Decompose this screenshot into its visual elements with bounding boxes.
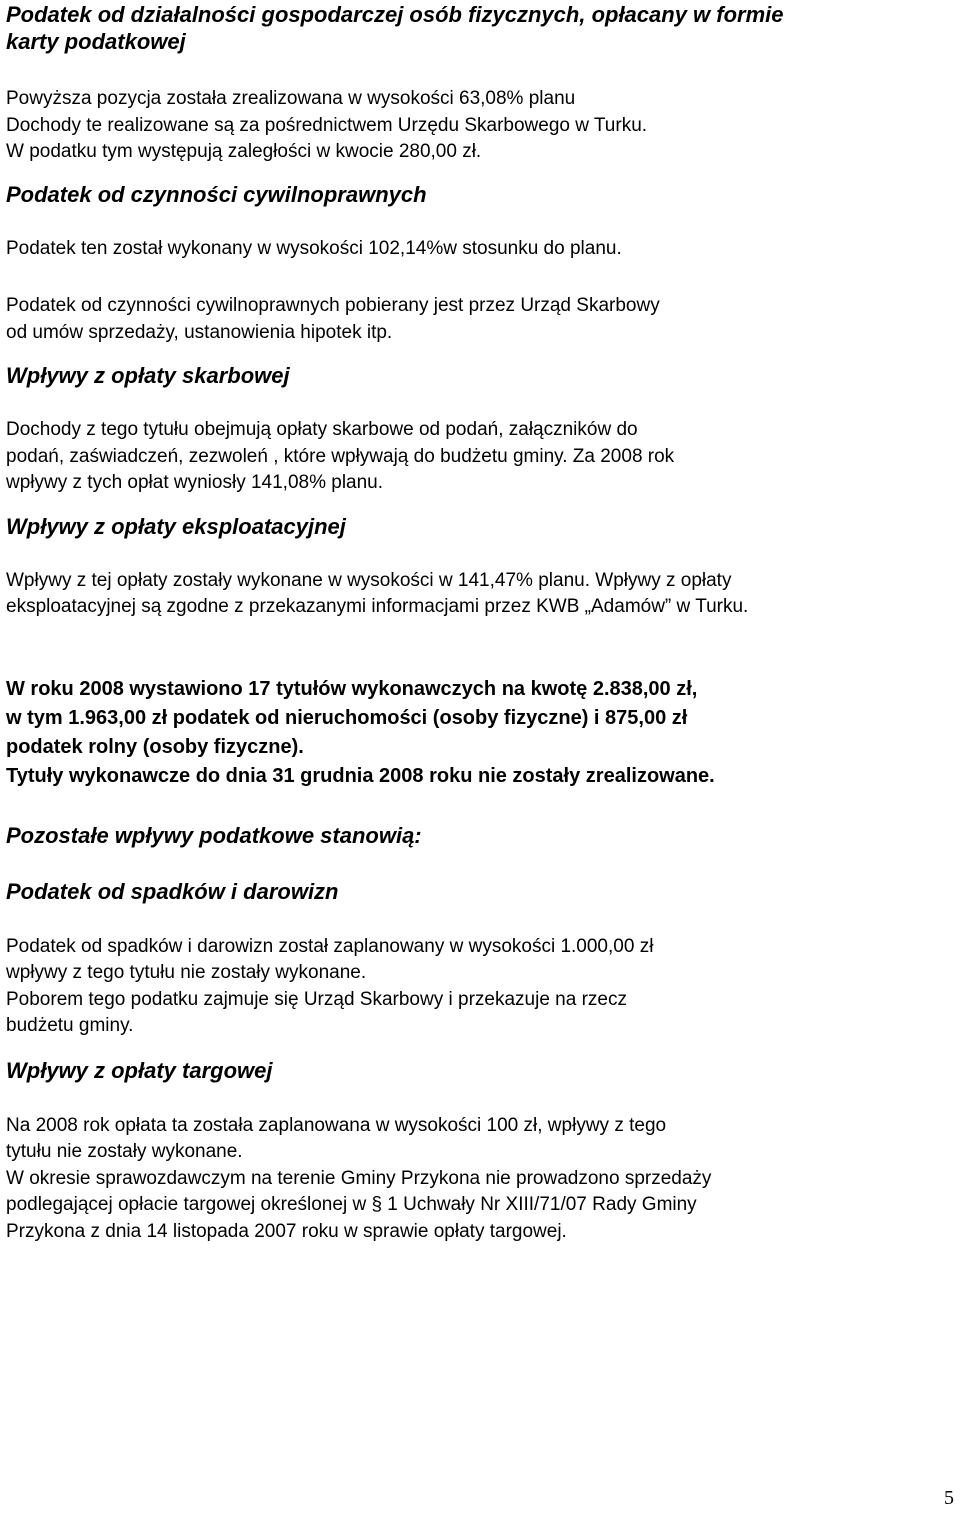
- heading-line: Podatek od spadków i darowizn: [6, 878, 339, 904]
- paragraph-line: podań, zaświadczeń, zezwoleń , które wpływają do budżetu gminy. Za 2008 rok: [6, 445, 675, 467]
- paragraph-oplata-eksploatacyjna: [6, 568, 950, 621]
- heading-oplata-eksploatacyjna: [6, 513, 950, 540]
- page-number: 5: [944, 1487, 954, 1509]
- paragraph-line: podatek rolny (osoby fizyczne).: [6, 735, 304, 758]
- paragraph-tytuly-wykonawcze: [6, 675, 950, 791]
- paragraph-line: Poborem tego podatku zajmuje się Urząd Skarbowy i przekazuje na rzecz: [6, 988, 627, 1010]
- paragraph-line: Powyższa pozycja została zrealizowana w wysokości 63,08% planu: [6, 88, 576, 109]
- paragraph-oplata-skarbowa: [6, 417, 950, 497]
- paragraph-line: budżetu gminy.: [6, 1015, 134, 1036]
- paragraph-czynnosci-pobieranie: [6, 293, 950, 346]
- heading-podatek-dzialalnosc: [6, 1, 950, 55]
- heading-line: Podatek od czynności cywilnoprawnych: [6, 181, 427, 207]
- heading-oplata-skarbowa: [6, 362, 950, 389]
- heading-oplata-targowa: [6, 1057, 950, 1084]
- paragraph-line: eksploatacyjnej są zgodne z przekazanymi informacjami przez KWB „Adamów” w Turku.: [6, 596, 749, 617]
- paragraph-spadki-darowizny: [6, 934, 950, 1040]
- paragraph-line: W roku 2008 wystawiono 17 tytułów wykonawczych na kwotę 2.838,00 zł,: [6, 677, 698, 700]
- paragraph-line: Przykona z dnia 14 listopada 2007 roku w sprawie opłaty targowej.: [6, 1220, 567, 1242]
- heading-line: Wpływy z opłaty targowej: [6, 1057, 273, 1083]
- heading-line: Wpływy z opłaty skarbowej: [6, 363, 290, 388]
- paragraph-line: podlegającej opłacie targowej określonej w § 1 Uchwały Nr XIII/71/07 Rady Gminy: [6, 1194, 697, 1215]
- paragraph-line: Podatek ten został wykonany w wysokości 102,14%w stosunku do planu.: [6, 237, 622, 259]
- heading-line: karty podatkowej: [6, 29, 186, 54]
- document-page: [6, 0, 950, 1245]
- paragraph-line: Dochody te realizowane są za pośrednictwem Urzędu Skarbowego w Turku.: [6, 114, 648, 136]
- paragraph-dzialalnosc: [6, 86, 950, 166]
- paragraph-line: tytułu nie zostały wykonane.: [6, 1141, 243, 1162]
- heading-czynnosci-cywilnoprawne: [6, 181, 950, 208]
- paragraph-line: wpływy z tego tytułu nie zostały wykonane.: [6, 962, 367, 983]
- heading-spadki-darowizny: [6, 878, 950, 905]
- paragraph-line: Wpływy z tej opłaty zostały wykonane w wysokości w 141,47% planu. Wpływy z opłaty: [6, 569, 732, 591]
- heading-line: Wpływy z opłaty eksploatacyjnej: [6, 513, 346, 539]
- paragraph-line: Podatek od czynności cywilnoprawnych pobierany jest przez Urząd Skarbowy: [6, 295, 660, 316]
- paragraph-czynnosci-wykonanie: [6, 236, 950, 263]
- paragraph-line: Podatek od spadków i darowizn został zaplanowany w wysokości 1.000,00 zł: [6, 935, 654, 957]
- paragraph-oplata-targowa: [6, 1113, 950, 1246]
- paragraph-line: Na 2008 rok opłata ta została zaplanowana w wysokości 100 zł, wpływy z tego: [6, 1114, 667, 1136]
- paragraph-line: Dochody z tego tytułu obejmują opłaty skarbowe od podań, załączników do: [6, 419, 638, 440]
- paragraph-line: Tytuły wykonawcze do dnia 31 grudnia 2008 roku nie zostały zrealizowane.: [6, 764, 715, 787]
- heading-line: Pozostałe wpływy podatkowe stanowią:: [6, 822, 422, 848]
- paragraph-line: w tym 1.963,00 zł podatek od nieruchomości (osoby fizyczne) i 875,00 zł: [6, 706, 688, 729]
- paragraph-line: wpływy z tych opłat wyniosły 141,08% planu.: [6, 472, 384, 493]
- paragraph-line: W podatku tym występują zaległości w kwocie 280,00 zł.: [6, 141, 482, 162]
- heading-pozostale-wplywy: [6, 822, 950, 849]
- paragraph-line: W okresie sprawozdawczym na terenie Gminy Przykona nie prowadzono sprzedaży: [6, 1167, 712, 1189]
- heading-line: Podatek od działalności gospodarczej osób fizycznych, opłacany w formie: [6, 2, 784, 27]
- paragraph-line: od umów sprzedaży, ustanowienia hipotek itp.: [6, 321, 393, 343]
